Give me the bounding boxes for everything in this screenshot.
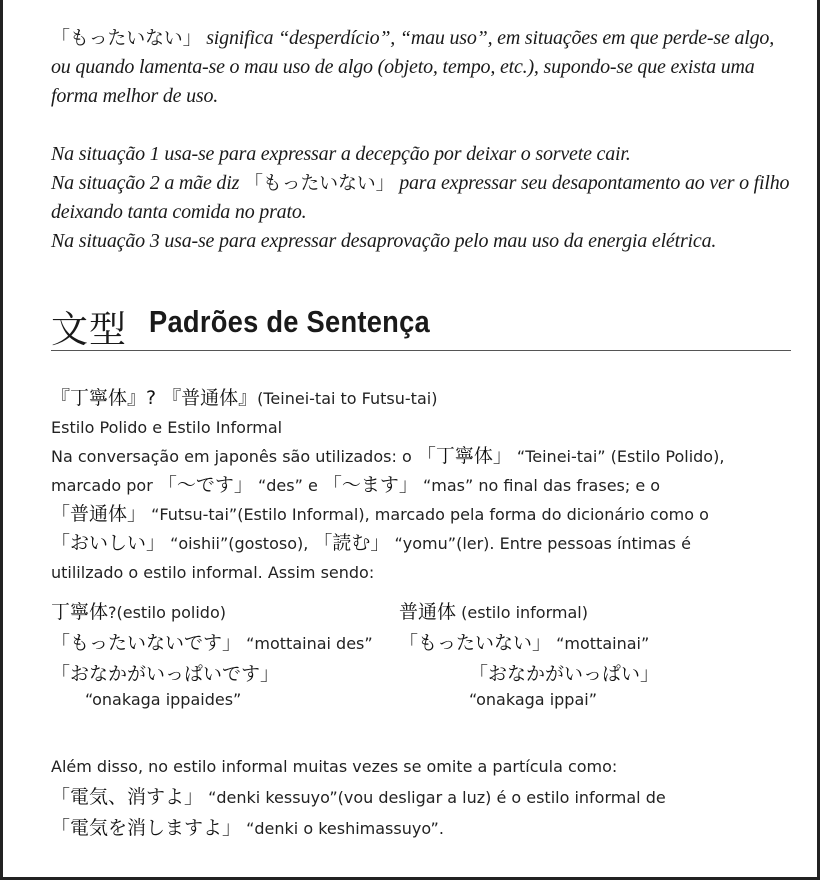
spacer — [51, 111, 793, 140]
situation-2 — [51, 169, 793, 227]
denki-kesu-romaji: “denki kessuyo”(vou desligar a luz) é o estilo informal de — [203, 788, 666, 807]
footer-line-3 — [51, 813, 796, 844]
polite-header — [51, 597, 226, 624]
informal-example-2-romaji: “onakaga ippai” — [469, 690, 597, 709]
body-line-5 — [51, 500, 796, 529]
polite-header-text: ?(estilo polido) — [108, 603, 226, 622]
footer-line-1: Além disso, no estilo informal muitas vezes se omite a partícula como: — [51, 757, 618, 776]
denki-keshimasu-jp: 「電気を消しますよ」 — [51, 817, 242, 839]
body-text: “yomu”(ler). Entre pessoas íntimas é — [389, 534, 691, 553]
informal-example-1-romaji: “mottainai” — [551, 634, 650, 653]
body-line-1 — [51, 384, 796, 413]
intro-paragraph-meaning — [51, 24, 793, 111]
body-line-2: Estilo Polido e Estilo Informal — [51, 418, 283, 437]
polite-example-2-jp — [51, 659, 279, 686]
desu-jp: 「～です」 — [157, 474, 253, 496]
footer-line-2 — [51, 782, 796, 813]
heading-kanji: 文型 — [51, 308, 127, 351]
informal-example-2-text: 「おなかがいっぱい」 — [469, 663, 660, 685]
body-line-4 — [51, 471, 796, 500]
body-text: marcado por — [51, 476, 158, 495]
informal-header-text: (estilo informal) — [456, 603, 588, 622]
polite-example-1-jp: 「もったいないです」 — [51, 632, 242, 654]
body-text: “mas” no final das frases; e o — [417, 476, 661, 495]
body-text: “des” e — [252, 476, 323, 495]
body-text: Na conversação em japonês são utilizados: o — [51, 447, 417, 466]
polite-example-2-romaji: “onakaga ippaides” — [85, 690, 242, 709]
polite-example-1 — [51, 628, 373, 655]
denki-kesu-jp: 「電気、消すよ」 — [51, 786, 204, 808]
situation-1: Na situação 1 usa-se para expressar a decepção por deixar o sorvete cair. — [51, 143, 631, 165]
body-line-7: utililzado o estilo informal. Assim sendo: — [51, 563, 375, 582]
meaning-text: significa “desperdício”, “mau uso”, em situações em que perde-se algo, ou quando lamenta-se o mau uso de algo (objeto, tempo, etc.), supondo-se que exista uma forma melhor de uso. — [51, 27, 775, 107]
explanation-body — [51, 384, 796, 587]
informal-header — [399, 597, 588, 624]
polite-header-jp: 丁寧体 — [51, 601, 109, 623]
polite-example-1-romaji: “mottainai des” — [241, 634, 373, 653]
body-text: “oishii”(gostoso), — [165, 534, 314, 553]
informal-example-1-jp: 「もったいない」 — [399, 632, 552, 654]
section-heading — [51, 298, 791, 351]
situation-2-start: Na situação 2 a mãe diz — [51, 172, 244, 194]
denki-keshimasu-romaji: “denki o keshimassuyo”. — [241, 819, 444, 838]
situation-2-end: para expressar seu desapontamento ao ver o filho deixando tanta comida no prato. — [51, 172, 790, 223]
body-text: “Futsu-tai”(Estilo Informal), marcado pela forma do dicionário como o — [146, 505, 709, 524]
comparison-row-onaka-romaji — [51, 690, 796, 721]
body-line-3 — [51, 442, 796, 471]
body-text: “Teinei-tai” (Estilo Polido), — [511, 447, 725, 466]
styles-jp: 『丁寧体』? 『普通体』 — [51, 387, 258, 409]
masu-jp: 「～ます」 — [322, 474, 418, 496]
comparison-row-mottainai — [51, 628, 796, 659]
informal-example-2-jp — [469, 659, 659, 686]
yomu-jp: 「読む」 — [313, 532, 390, 554]
particle-note — [51, 751, 796, 844]
comparison-row-onaka — [51, 659, 796, 690]
oishii-jp: 「おいしい」 — [51, 532, 166, 554]
comparison-header-row — [51, 597, 796, 628]
term-mottainai-2: 「もったいない」 — [243, 172, 395, 194]
teinei-jp: 「丁寧体」 — [416, 445, 512, 467]
futsu-jp: 「普通体」 — [51, 503, 147, 525]
styles-romaji: (Teinei-tai to Futsu-tai) — [257, 389, 438, 408]
comparison-table — [51, 597, 796, 721]
informal-header-jp: 普通体 — [399, 601, 457, 623]
term-mottainai: 「もったいない」 — [51, 27, 202, 49]
informal-example-1 — [399, 628, 649, 655]
intro-section — [51, 24, 793, 256]
situation-3: Na situação 3 usa-se para expressar desaprovação pelo mau uso da energia elétrica. — [51, 230, 717, 252]
polite-example-2-text: 「おなかがいっぱいです」 — [51, 663, 280, 685]
body-line-6 — [51, 529, 796, 558]
heading-title: Padrões de Sentença — [149, 304, 430, 339]
